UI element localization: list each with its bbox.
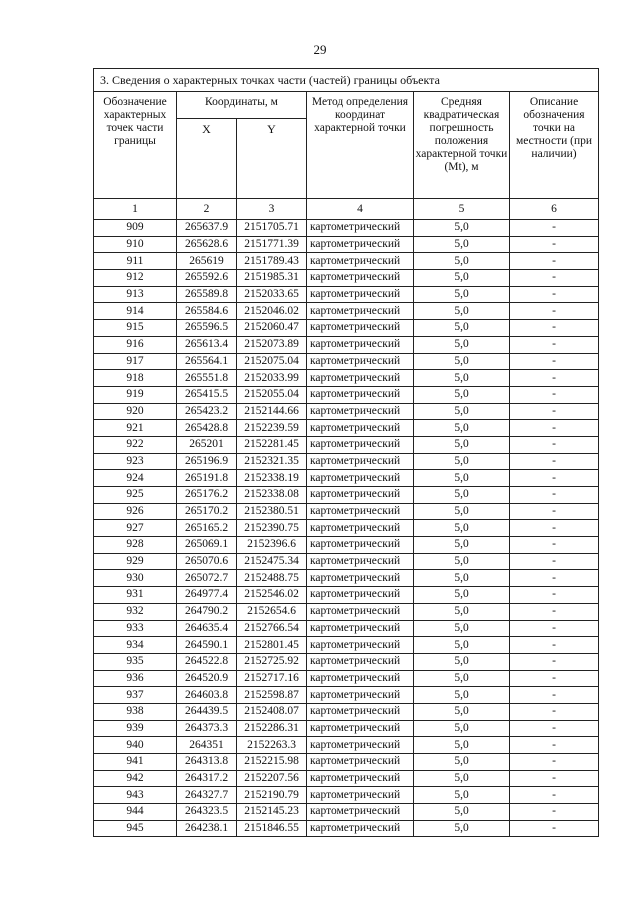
coord-x-cell: 264590.1 xyxy=(177,637,237,654)
header-y: Y xyxy=(237,119,307,199)
table-row xyxy=(94,754,599,771)
coord-y-cell: 2152801.45 xyxy=(237,637,307,654)
table-row xyxy=(94,737,599,754)
point-id-cell: 943 xyxy=(94,787,177,804)
coord-x-cell: 264373.3 xyxy=(177,720,237,737)
table-row xyxy=(94,520,599,537)
coord-x-cell: 264439.5 xyxy=(177,703,237,720)
method-cell: картометрический xyxy=(307,353,414,370)
coord-x-cell: 265564.1 xyxy=(177,353,237,370)
coord-y-cell: 2152144.66 xyxy=(237,403,307,420)
method-cell: картометрический xyxy=(307,687,414,704)
point-id-cell: 918 xyxy=(94,370,177,387)
coord-y-cell: 2152033.65 xyxy=(237,286,307,303)
error-cell: 5,0 xyxy=(414,420,510,437)
method-cell: картометрический xyxy=(307,720,414,737)
error-cell: 5,0 xyxy=(414,320,510,337)
method-cell: картометрический xyxy=(307,804,414,821)
method-cell: картометрический xyxy=(307,570,414,587)
section-title: 3. Сведения о характерных точках части (частей) границы объекта xyxy=(94,69,599,92)
header-method: Метод определения координат характерной точки xyxy=(307,92,414,199)
error-cell: 5,0 xyxy=(414,703,510,720)
method-cell: картометрический xyxy=(307,453,414,470)
error-cell: 5,0 xyxy=(414,370,510,387)
description-cell: - xyxy=(510,420,599,437)
error-cell: 5,0 xyxy=(414,453,510,470)
coord-y-cell: 2152408.07 xyxy=(237,703,307,720)
description-cell: - xyxy=(510,670,599,687)
column-number: 5 xyxy=(414,199,510,220)
table-row xyxy=(94,253,599,270)
coord-y-cell: 2152073.89 xyxy=(237,336,307,353)
method-cell: картометрический xyxy=(307,637,414,654)
point-id-cell: 912 xyxy=(94,270,177,287)
method-cell: картометрический xyxy=(307,470,414,487)
description-cell: - xyxy=(510,620,599,637)
method-cell: картометрический xyxy=(307,286,414,303)
coord-y-cell: 2151771.39 xyxy=(237,236,307,253)
coord-y-cell: 2152046.02 xyxy=(237,303,307,320)
description-cell: - xyxy=(510,703,599,720)
description-cell: - xyxy=(510,820,599,837)
error-cell: 5,0 xyxy=(414,587,510,604)
description-cell: - xyxy=(510,653,599,670)
point-id-cell: 923 xyxy=(94,453,177,470)
description-cell: - xyxy=(510,587,599,604)
description-cell: - xyxy=(510,470,599,487)
coord-y-cell: 2152475.34 xyxy=(237,553,307,570)
table-row xyxy=(94,720,599,737)
coord-x-cell: 264238.1 xyxy=(177,820,237,837)
coord-x-cell: 265596.5 xyxy=(177,320,237,337)
coord-y-cell: 2152654.6 xyxy=(237,603,307,620)
error-cell: 5,0 xyxy=(414,303,510,320)
table-row xyxy=(94,570,599,587)
error-cell: 5,0 xyxy=(414,653,510,670)
coord-x-cell: 265551.8 xyxy=(177,370,237,387)
coord-y-cell: 2152190.79 xyxy=(237,787,307,804)
point-id-cell: 942 xyxy=(94,770,177,787)
header-designation: Обозначение характерных точек части границы xyxy=(94,92,177,199)
coord-y-cell: 2152055.04 xyxy=(237,386,307,403)
coord-y-cell: 2152380.51 xyxy=(237,503,307,520)
table-row xyxy=(94,320,599,337)
point-id-cell: 913 xyxy=(94,286,177,303)
point-id-cell: 945 xyxy=(94,820,177,837)
method-cell: картометрический xyxy=(307,220,414,237)
coord-x-cell: 265415.5 xyxy=(177,386,237,403)
description-cell: - xyxy=(510,303,599,320)
coord-x-cell: 265584.6 xyxy=(177,303,237,320)
error-cell: 5,0 xyxy=(414,687,510,704)
table-row xyxy=(94,270,599,287)
table-row xyxy=(94,436,599,453)
coord-x-cell: 264635.4 xyxy=(177,620,237,637)
point-id-cell: 939 xyxy=(94,720,177,737)
method-cell: картометрический xyxy=(307,770,414,787)
description-cell: - xyxy=(510,720,599,737)
page-number: 29 xyxy=(313,42,327,57)
point-id-cell: 921 xyxy=(94,420,177,437)
method-cell: картометрический xyxy=(307,503,414,520)
method-cell: картометрический xyxy=(307,587,414,604)
table-row xyxy=(94,670,599,687)
table-row xyxy=(94,403,599,420)
point-id-cell: 915 xyxy=(94,320,177,337)
point-id-cell: 929 xyxy=(94,553,177,570)
point-id-cell: 917 xyxy=(94,353,177,370)
point-id-cell: 937 xyxy=(94,687,177,704)
error-cell: 5,0 xyxy=(414,236,510,253)
point-id-cell: 938 xyxy=(94,703,177,720)
point-id-cell: 928 xyxy=(94,537,177,554)
coord-x-cell: 265201 xyxy=(177,436,237,453)
coord-x-cell: 265072.7 xyxy=(177,570,237,587)
point-id-cell: 944 xyxy=(94,804,177,821)
error-cell: 5,0 xyxy=(414,436,510,453)
point-id-cell: 941 xyxy=(94,754,177,771)
error-cell: 5,0 xyxy=(414,220,510,237)
error-cell: 5,0 xyxy=(414,553,510,570)
method-cell: картометрический xyxy=(307,487,414,504)
method-cell: картометрический xyxy=(307,787,414,804)
header-x: X xyxy=(177,119,237,199)
coord-x-cell: 265176.2 xyxy=(177,487,237,504)
point-id-cell: 920 xyxy=(94,403,177,420)
table-row xyxy=(94,603,599,620)
method-cell: картометрический xyxy=(307,553,414,570)
method-cell: картометрический xyxy=(307,670,414,687)
coord-x-cell: 264313.8 xyxy=(177,754,237,771)
error-cell: 5,0 xyxy=(414,570,510,587)
method-cell: картометрический xyxy=(307,820,414,837)
coord-x-cell: 265628.6 xyxy=(177,236,237,253)
description-cell: - xyxy=(510,603,599,620)
point-id-cell: 935 xyxy=(94,653,177,670)
point-id-cell: 925 xyxy=(94,487,177,504)
table-row xyxy=(94,820,599,837)
coord-x-cell: 265423.2 xyxy=(177,403,237,420)
error-cell: 5,0 xyxy=(414,487,510,504)
point-id-cell: 927 xyxy=(94,520,177,537)
characteristic-points-table xyxy=(93,68,599,837)
method-cell: картометрический xyxy=(307,303,414,320)
table-row xyxy=(94,503,599,520)
coord-y-cell: 2152321.35 xyxy=(237,453,307,470)
section-title-row xyxy=(94,69,599,92)
column-number: 1 xyxy=(94,199,177,220)
method-cell: картометрический xyxy=(307,386,414,403)
table-row xyxy=(94,370,599,387)
coord-y-cell: 2152396.6 xyxy=(237,537,307,554)
point-id-cell: 909 xyxy=(94,220,177,237)
table-row xyxy=(94,804,599,821)
coord-y-cell: 2152338.19 xyxy=(237,470,307,487)
description-cell: - xyxy=(510,520,599,537)
description-cell: - xyxy=(510,253,599,270)
description-cell: - xyxy=(510,804,599,821)
error-cell: 5,0 xyxy=(414,804,510,821)
table-row xyxy=(94,386,599,403)
coord-y-cell: 2152263.3 xyxy=(237,737,307,754)
table-row xyxy=(94,770,599,787)
coord-x-cell: 265165.2 xyxy=(177,520,237,537)
table-row xyxy=(94,703,599,720)
error-cell: 5,0 xyxy=(414,754,510,771)
point-id-cell: 936 xyxy=(94,670,177,687)
coord-x-cell: 265069.1 xyxy=(177,537,237,554)
description-cell: - xyxy=(510,570,599,587)
error-cell: 5,0 xyxy=(414,787,510,804)
column-number: 6 xyxy=(510,199,599,220)
error-cell: 5,0 xyxy=(414,670,510,687)
coord-y-cell: 2152338.08 xyxy=(237,487,307,504)
coord-x-cell: 264323.5 xyxy=(177,804,237,821)
error-cell: 5,0 xyxy=(414,336,510,353)
point-id-cell: 922 xyxy=(94,436,177,453)
table-row xyxy=(94,620,599,637)
method-cell: картометрический xyxy=(307,420,414,437)
error-cell: 5,0 xyxy=(414,470,510,487)
description-cell: - xyxy=(510,286,599,303)
description-cell: - xyxy=(510,770,599,787)
point-id-cell: 931 xyxy=(94,587,177,604)
table-row xyxy=(94,286,599,303)
coord-y-cell: 2152766.54 xyxy=(237,620,307,637)
method-cell: картометрический xyxy=(307,253,414,270)
description-cell: - xyxy=(510,336,599,353)
method-cell: картометрический xyxy=(307,703,414,720)
description-cell: - xyxy=(510,453,599,470)
method-cell: картометрический xyxy=(307,620,414,637)
description-cell: - xyxy=(510,370,599,387)
coord-x-cell: 265619 xyxy=(177,253,237,270)
coord-x-cell: 265589.8 xyxy=(177,286,237,303)
table-row xyxy=(94,537,599,554)
coord-y-cell: 2152215.98 xyxy=(237,754,307,771)
table-row xyxy=(94,336,599,353)
coord-y-cell: 2152546.02 xyxy=(237,587,307,604)
error-cell: 5,0 xyxy=(414,386,510,403)
description-cell: - xyxy=(510,503,599,520)
column-number: 2 xyxy=(177,199,237,220)
coord-x-cell: 264327.7 xyxy=(177,787,237,804)
coord-x-cell: 265070.6 xyxy=(177,553,237,570)
point-id-cell: 932 xyxy=(94,603,177,620)
method-cell: картометрический xyxy=(307,370,414,387)
point-id-cell: 924 xyxy=(94,470,177,487)
coord-y-cell: 2152488.75 xyxy=(237,570,307,587)
coord-y-cell: 2152717.16 xyxy=(237,670,307,687)
error-cell: 5,0 xyxy=(414,503,510,520)
method-cell: картометрический xyxy=(307,603,414,620)
method-cell: картометрический xyxy=(307,320,414,337)
error-cell: 5,0 xyxy=(414,253,510,270)
coord-x-cell: 264790.2 xyxy=(177,603,237,620)
coord-x-cell: 265170.2 xyxy=(177,503,237,520)
error-cell: 5,0 xyxy=(414,270,510,287)
error-cell: 5,0 xyxy=(414,637,510,654)
description-cell: - xyxy=(510,320,599,337)
header-row xyxy=(94,92,599,119)
coord-y-cell: 2152033.99 xyxy=(237,370,307,387)
point-id-cell: 914 xyxy=(94,303,177,320)
table-row xyxy=(94,637,599,654)
coord-y-cell: 2152239.59 xyxy=(237,420,307,437)
coord-y-cell: 2152145.23 xyxy=(237,804,307,821)
coord-x-cell: 265592.6 xyxy=(177,270,237,287)
error-cell: 5,0 xyxy=(414,770,510,787)
method-cell: картометрический xyxy=(307,520,414,537)
description-cell: - xyxy=(510,353,599,370)
coord-x-cell: 264603.8 xyxy=(177,687,237,704)
error-cell: 5,0 xyxy=(414,353,510,370)
point-id-cell: 940 xyxy=(94,737,177,754)
coord-x-cell: 265613.4 xyxy=(177,336,237,353)
description-cell: - xyxy=(510,386,599,403)
error-cell: 5,0 xyxy=(414,520,510,537)
coord-x-cell: 265428.8 xyxy=(177,420,237,437)
point-id-cell: 910 xyxy=(94,236,177,253)
method-cell: картометрический xyxy=(307,336,414,353)
point-id-cell: 916 xyxy=(94,336,177,353)
coord-x-cell: 264522.8 xyxy=(177,653,237,670)
error-cell: 5,0 xyxy=(414,720,510,737)
error-cell: 5,0 xyxy=(414,620,510,637)
table-row xyxy=(94,236,599,253)
coord-y-cell: 2151846.55 xyxy=(237,820,307,837)
table-row xyxy=(94,487,599,504)
method-cell: картометрический xyxy=(307,403,414,420)
description-cell: - xyxy=(510,537,599,554)
coord-y-cell: 2151985.31 xyxy=(237,270,307,287)
header-coordinates: Координаты, м xyxy=(177,92,307,119)
error-cell: 5,0 xyxy=(414,820,510,837)
coord-x-cell: 265637.9 xyxy=(177,220,237,237)
description-cell: - xyxy=(510,436,599,453)
point-id-cell: 934 xyxy=(94,637,177,654)
column-number-row xyxy=(94,199,599,220)
description-cell: - xyxy=(510,737,599,754)
table-row xyxy=(94,787,599,804)
column-number: 3 xyxy=(237,199,307,220)
point-id-cell: 930 xyxy=(94,570,177,587)
column-number: 4 xyxy=(307,199,414,220)
description-cell: - xyxy=(510,270,599,287)
method-cell: картометрический xyxy=(307,537,414,554)
method-cell: картометрический xyxy=(307,653,414,670)
description-cell: - xyxy=(510,687,599,704)
table-row xyxy=(94,303,599,320)
coord-y-cell: 2152598.87 xyxy=(237,687,307,704)
point-id-cell: 933 xyxy=(94,620,177,637)
description-cell: - xyxy=(510,220,599,237)
coord-y-cell: 2152075.04 xyxy=(237,353,307,370)
description-cell: - xyxy=(510,637,599,654)
description-cell: - xyxy=(510,403,599,420)
error-cell: 5,0 xyxy=(414,286,510,303)
table-row xyxy=(94,420,599,437)
coord-y-cell: 2152725.92 xyxy=(237,653,307,670)
coord-y-cell: 2152060.47 xyxy=(237,320,307,337)
header-description: Описание обозначения точки на местности (при наличии) xyxy=(510,92,599,199)
method-cell: картометрический xyxy=(307,436,414,453)
coord-x-cell: 264317.2 xyxy=(177,770,237,787)
coord-y-cell: 2151705.71 xyxy=(237,220,307,237)
coord-x-cell: 264520.9 xyxy=(177,670,237,687)
error-cell: 5,0 xyxy=(414,737,510,754)
description-cell: - xyxy=(510,754,599,771)
coord-x-cell: 265191.8 xyxy=(177,470,237,487)
error-cell: 5,0 xyxy=(414,537,510,554)
point-id-cell: 919 xyxy=(94,386,177,403)
method-cell: картометрический xyxy=(307,754,414,771)
table-row xyxy=(94,453,599,470)
coord-y-cell: 2151789.43 xyxy=(237,253,307,270)
table-row xyxy=(94,220,599,237)
description-cell: - xyxy=(510,553,599,570)
method-cell: картометрический xyxy=(307,737,414,754)
description-cell: - xyxy=(510,487,599,504)
coord-x-cell: 264351 xyxy=(177,737,237,754)
coord-y-cell: 2152286.31 xyxy=(237,720,307,737)
point-id-cell: 926 xyxy=(94,503,177,520)
header-error: Средняя квадратическая погрешность положения характерной точки (Mt), м xyxy=(414,92,510,199)
table-row xyxy=(94,553,599,570)
table-row xyxy=(94,587,599,604)
coord-y-cell: 2152390.75 xyxy=(237,520,307,537)
error-cell: 5,0 xyxy=(414,603,510,620)
table-row xyxy=(94,353,599,370)
table-row xyxy=(94,653,599,670)
coord-y-cell: 2152207.56 xyxy=(237,770,307,787)
table-row xyxy=(94,687,599,704)
coord-y-cell: 2152281.45 xyxy=(237,436,307,453)
point-id-cell: 911 xyxy=(94,253,177,270)
table-row xyxy=(94,470,599,487)
description-cell: - xyxy=(510,787,599,804)
method-cell: картометрический xyxy=(307,236,414,253)
method-cell: картометрический xyxy=(307,270,414,287)
error-cell: 5,0 xyxy=(414,403,510,420)
description-cell: - xyxy=(510,236,599,253)
coord-x-cell: 264977.4 xyxy=(177,587,237,604)
coord-x-cell: 265196.9 xyxy=(177,453,237,470)
